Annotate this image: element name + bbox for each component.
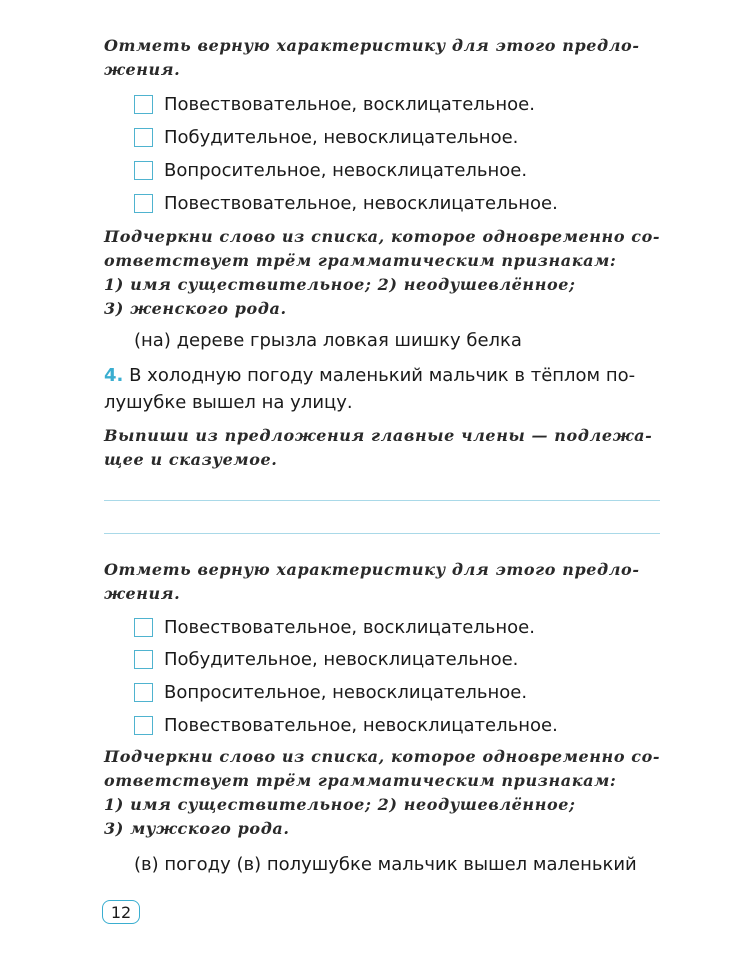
answer-line-2[interactable] [104,533,660,534]
option-label: Побудительное, невосклицательное. [164,648,519,670]
task-number: 4. [104,365,124,386]
checkbox[interactable] [134,716,153,735]
checkbox[interactable] [134,618,153,637]
option-label: Побудительное, невосклицательное. [164,126,519,148]
checkbox[interactable] [134,161,153,180]
task-4-sentence-line-2: лушубке вышел на улицу. [104,392,353,413]
answer-line-1[interactable] [104,500,660,501]
option-2-4[interactable] [134,713,558,737]
option-label: Вопросительное, невосклицательное. [164,159,528,181]
word-list-2[interactable]: (в) погоду (в) полушубке мальчик вышел маленький [134,854,637,875]
option-label: Вопросительное, невосклицательное. [164,681,528,703]
option-2-3[interactable] [134,680,527,704]
option-1-3[interactable] [134,158,527,182]
mark-instruction-2: Отметь верную характеристику для этого предло- жения. [104,560,640,603]
option-2-2[interactable] [134,647,518,671]
option-1-4[interactable] [134,191,558,215]
checkbox[interactable] [134,650,153,669]
checkbox[interactable] [134,194,153,213]
word-list-1[interactable]: (на) дереве грызла ловкая шишку белка [134,330,522,351]
page-number: 12 [102,900,140,924]
option-label: Повествовательное, восклицательное. [164,616,535,638]
underline-instruction-1: Подчеркни слово из списка, которое одновременно со- ответствует трём грамматическим признакам: 1) имя существительное; 2) неодушевлённое; 3) женского рода. [104,227,661,318]
option-1-2[interactable] [134,125,518,149]
checkbox[interactable] [134,128,153,147]
option-label: Повествовательное, невосклицательное. [164,192,558,214]
mark-instruction-1: Отметь верную характеристику для этого предло- жения. [104,36,640,79]
write-instruction: Выпиши из предложения главные члены — подлежа- щее и сказуемое. [104,426,653,469]
option-2-1[interactable] [134,615,535,639]
checkbox[interactable] [134,95,153,114]
task-4-sentence-line-1: 4. В холодную погоду маленький мальчик в тёплом по- [104,365,636,386]
underline-instruction-2: Подчеркни слово из списка, которое одновременно со- ответствует трём грамматическим признакам: 1) имя существительное; 2) неодушевлённое; 3) мужского рода. [104,747,661,838]
option-label: Повествовательное, восклицательное. [164,93,535,115]
checkbox[interactable] [134,683,153,702]
option-1-1[interactable] [134,92,535,116]
option-label: Повествовательное, невосклицательное. [164,714,558,736]
